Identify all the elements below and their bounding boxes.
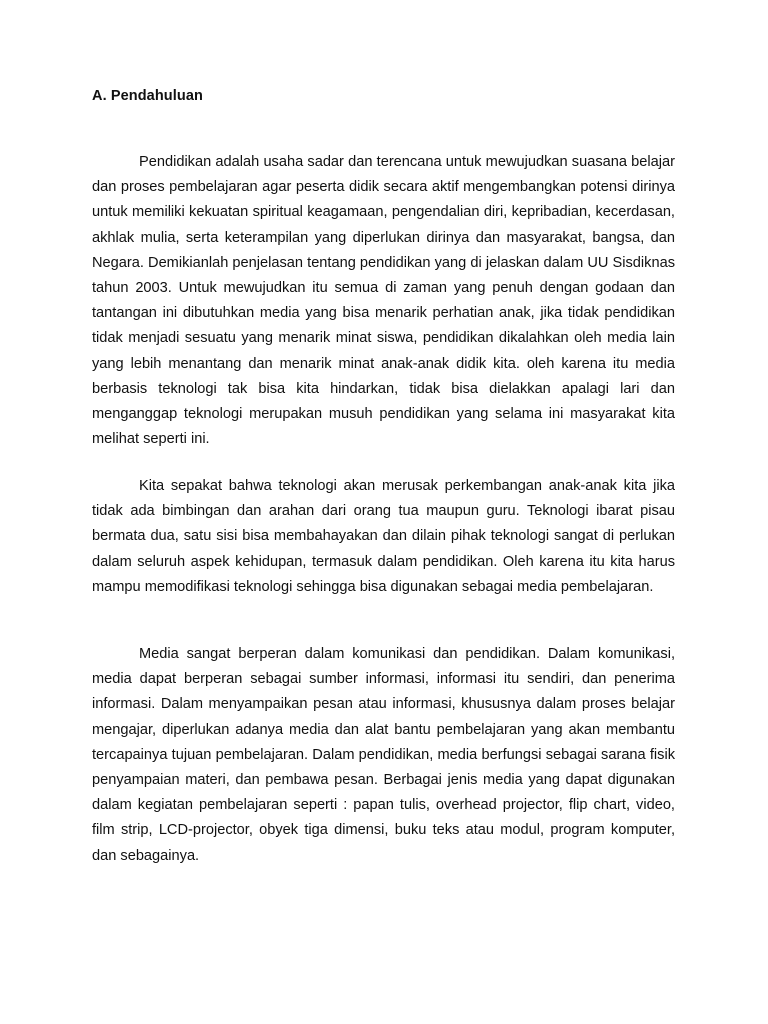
paragraph: Pendidikan adalah usaha sadar dan terencana untuk mewujudkan suasana belajar dan proses pembelajaran agar peserta didik secara aktif mengembangkan potensi dirinya untuk memiliki kekuatan spiritual keagamaan, pengendalian diri, kepribadian, kecerdasan, akhlak mulia, serta keterampilan yang diperlukan dirinya dan masyarakat, bangsa, dan Negara. Demikianlah penjelasan tentang pendidikan yang di jelaskan dalam UU Sisdiknas tahun 2003. Untuk mewujudkan itu semua di zaman yang penuh dengan godaan dan tantangan ini dibutuhkan media yang bisa menarik perhatian anak, jika tidak pendidikan tidak menjadi sesuatu yang menarik minat siswa, pendidikan dikalahkan oleh media lain yang lebih menantang dan menarik minat anak-anak didik kita. oleh karena itu media berbasis teknologi tak bisa kita hindarkan, tidak bisa dielakkan apalagi lari dan menganggap teknologi merupakan musuh pendidikan yang selama ini masyarakat kita melihat seperti ini. (92, 154, 675, 448)
section-heading: A. Pendahuluan (92, 88, 203, 104)
paragraph: Media sangat berperan dalam komunikasi dan pendidikan. Dalam komunikasi, media dapat berperan sebagai sumber informasi, informasi itu sendiri, dan penerima informasi. Dalam menyampaikan pesan atau informasi, khususnya dalam proses belajar mengajar, diperlukan adanya media dan alat bantu pembelajaran yang akan membantu tercapainya tujuan pembelajaran. Dalam pendidikan, media berfungsi sebagai sarana fisik penyampaian materi, dan pembawa pesan. Berbagai jenis media yang dapat digunakan dalam kegiatan pembelajaran seperti : papan tulis, overhead projector, flip chart, video, film strip, LCD-projector, obyek tiga dimensi, buku teks atau modul, program komputer, dan sebagainya. (92, 646, 675, 864)
paragraph: Kita sepakat bahwa teknologi akan merusak perkembangan anak-anak kita jika tidak ada bimbingan dan arahan dari orang tua maupun guru. Teknologi ibarat pisau bermata dua, satu sisi bisa membahayakan dan dilain pihak teknologi sangat di perlukan dalam seluruh aspek kehidupan, termasuk dalam pendidikan. Oleh karena itu kita harus mampu memodifikasi teknologi sehingga bisa digunakan sebagai media pembelajaran. (92, 478, 675, 595)
